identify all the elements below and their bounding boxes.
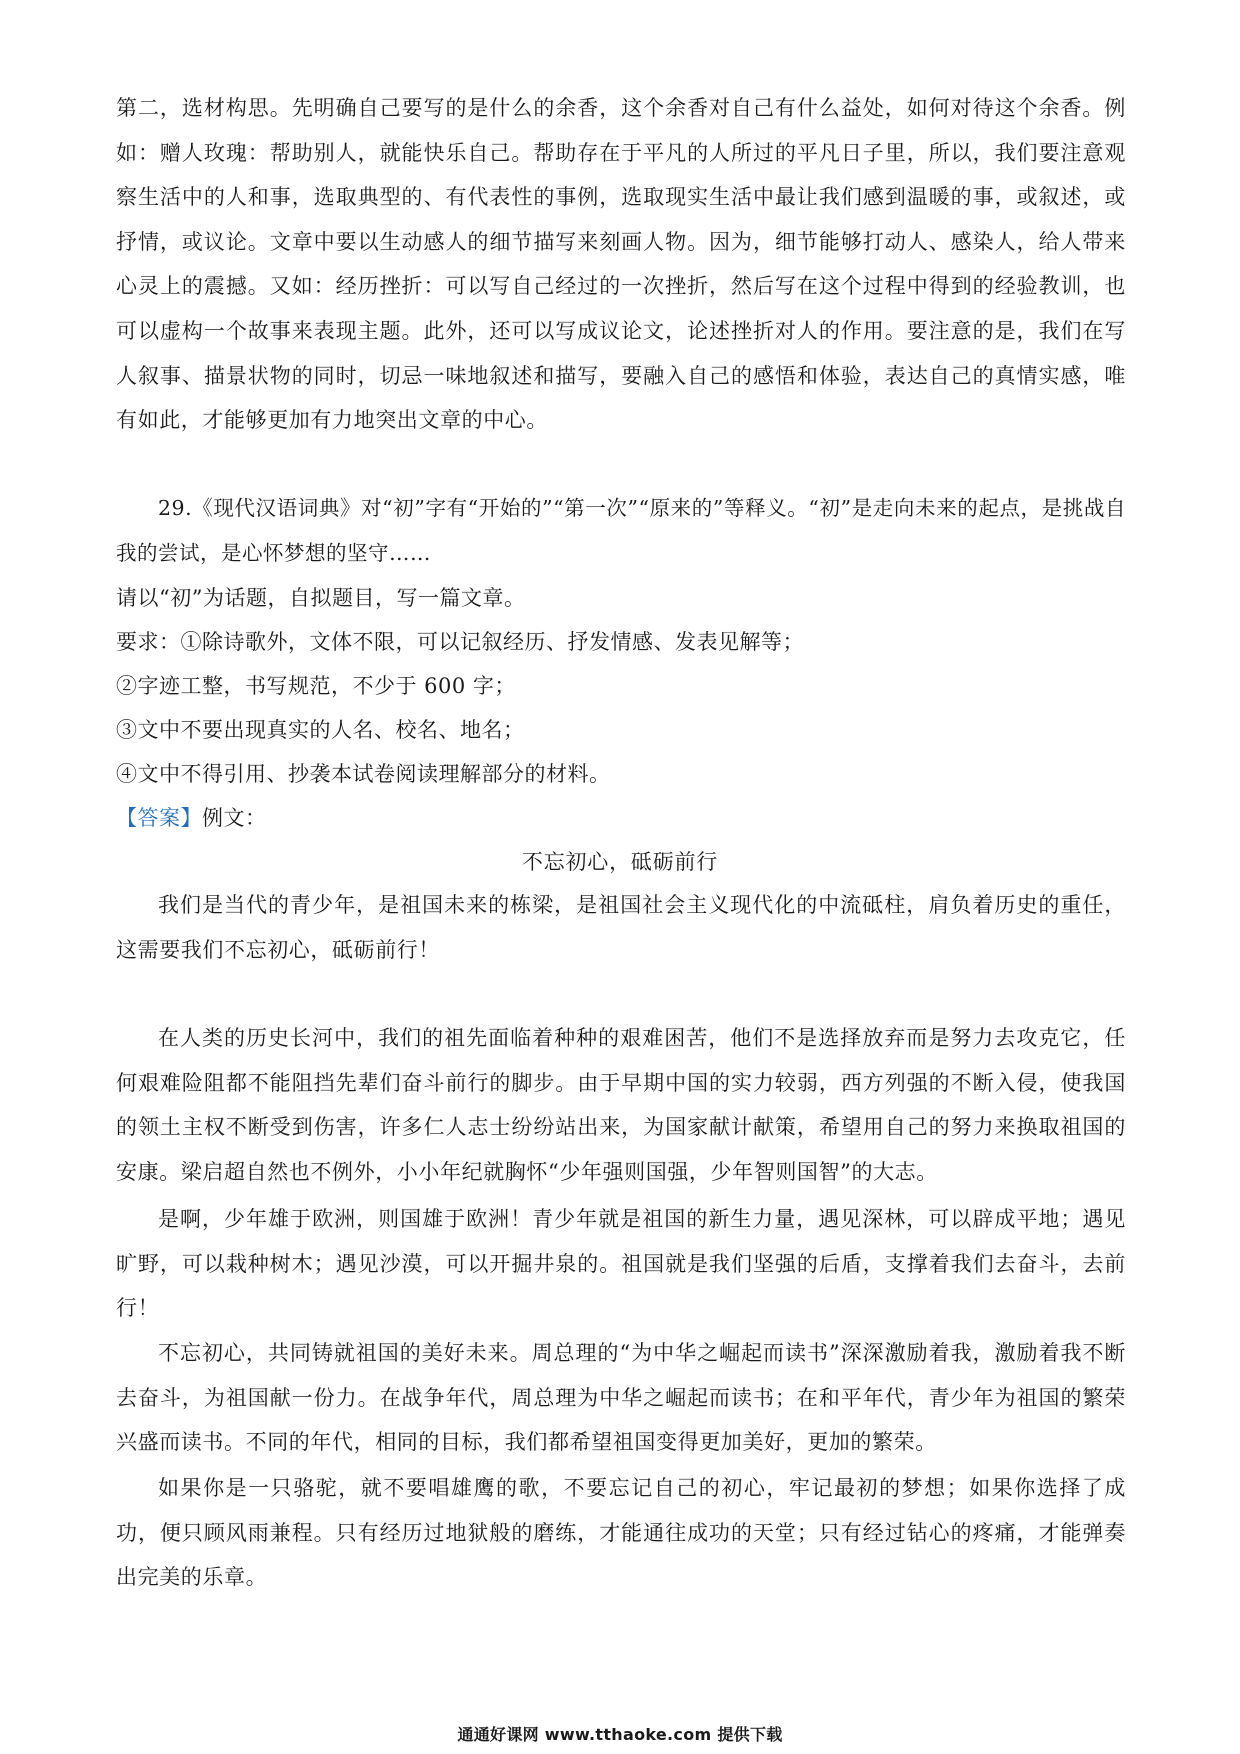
essay-instruction: 请以“初”为话题，自拟题目，写一篇文章。 — [116, 586, 526, 610]
essay-paragraph: 是啊，少年雄于欧洲，则国雄于欧洲！青少年就是祖国的新生力量，遇见深林，可以辟成平地；遇见旷野，可以栽种树木；遇见沙漠，可以开掘井泉的。祖国就是我们坚强的后盾，支撑着我们去奋斗，去前行！ — [116, 1207, 1126, 1321]
answer-line — [116, 796, 267, 840]
intro-paragraph: 第二，选材构思。先明确自己要写的是什么的余香，这个余香对自己有什么益处，如何对待这个余香。例如：赠人玫瑰：帮助别人，就能快乐自己。帮助存在于平凡的人所过的平凡日子里，所以，我们要注意观察生活中的人和事，选取典型的、有代表性的事例，选取现实生活中最让我们感到温暖的事，或叙述，或抒情，或议论。文章中要以生动感人的细节描写来刻画人物。因为，细节能够打动人、感染人，给人带来心灵上的震撼。又如：经历挫折：可以写自己经过的一次挫折，然后写在这个过程中得到的经验教训，也可以虚构一个故事来表现主题。此外，还可以写成议论文，论述挫折对人的作用。要注意的是，我们在写人叙事、描景状物的同时，切忌一味地叙述和描写，要融入自己的感悟和体验，表达自己的真情实感，唯有如此，才能够更加有力地突出文章的中心。 — [116, 96, 1126, 433]
answer-tag: 【答案】 — [116, 806, 202, 830]
requirement-1: 要求：①除诗歌外，文体不限，可以记叙经历、抒发情感、发表见解等； — [116, 630, 804, 654]
essay-paragraph: 不忘初心，共同铸就祖国的美好未来。周总理的“为中华之崛起而读书”深深激励着我，激励着我不断去奋斗，为祖国献一份力。在战争年代，周总理为中华之崛起而读书；在和平年代，青少年为祖国的繁荣兴盛而读书。不同的年代，相同的目标，我们都希望祖国变得更加美好，更加的繁荣。 — [116, 1341, 1126, 1455]
question-29: 29.《现代汉语词典》对“初”字有“开始的”“第一次”“原来的”等释义。“初”是走向未来的起点，是挑战自我的尝试，是心怀梦想的坚守…… — [116, 496, 1126, 565]
essay-paragraph: 在人类的历史长河中，我们的祖先面临着种种的艰难困苦，他们不是选择放弃而是努力去攻克它，任何艰难险阻都不能阻挡先辈们奋斗前行的脚步。由于早期中国的实力较弱，西方列强的不断入侵，使我国的领土主权不断受到伤害，许多仁人志士纷纷站出来，为国家献计献策，希望用自己的努力来换取祖国的安康。梁启超自然也不例外，小小年纪就胸怀“少年强则国强，少年智则国智”的大志。 — [116, 1026, 1126, 1184]
footer-download-notice: 通通好课网 www.tthaoke.com 提供下载 — [457, 1725, 783, 1744]
answer-label: 例文： — [202, 806, 267, 830]
requirement-2: ②字迹工整，书写规范，不少于 600 字； — [116, 674, 516, 698]
essay-paragraph: 我们是当代的青少年，是祖国未来的栋梁，是祖国社会主义现代化的中流砥柱，肩负着历史的重任，这需要我们不忘初心，砥砺前行！ — [116, 893, 1126, 962]
essay-title: 不忘初心，砥砺前行 — [521, 850, 719, 874]
essay-paragraph: 如果你是一只骆驼，就不要唱雄鹰的歌，不要忘记自己的初心，牢记最初的梦想；如果你选择了成功，便只顾风雨兼程。只有经历过地狱般的磨练，才能通往成功的天堂；只有经过钻心的疼痛，才能弹奏出完美的乐章。 — [116, 1476, 1126, 1590]
requirement-4: ④文中不得引用、抄袭本试卷阅读理解部分的材料。 — [116, 762, 611, 786]
requirement-3: ③文中不要出现真实的人名、校名、地名； — [116, 718, 525, 742]
